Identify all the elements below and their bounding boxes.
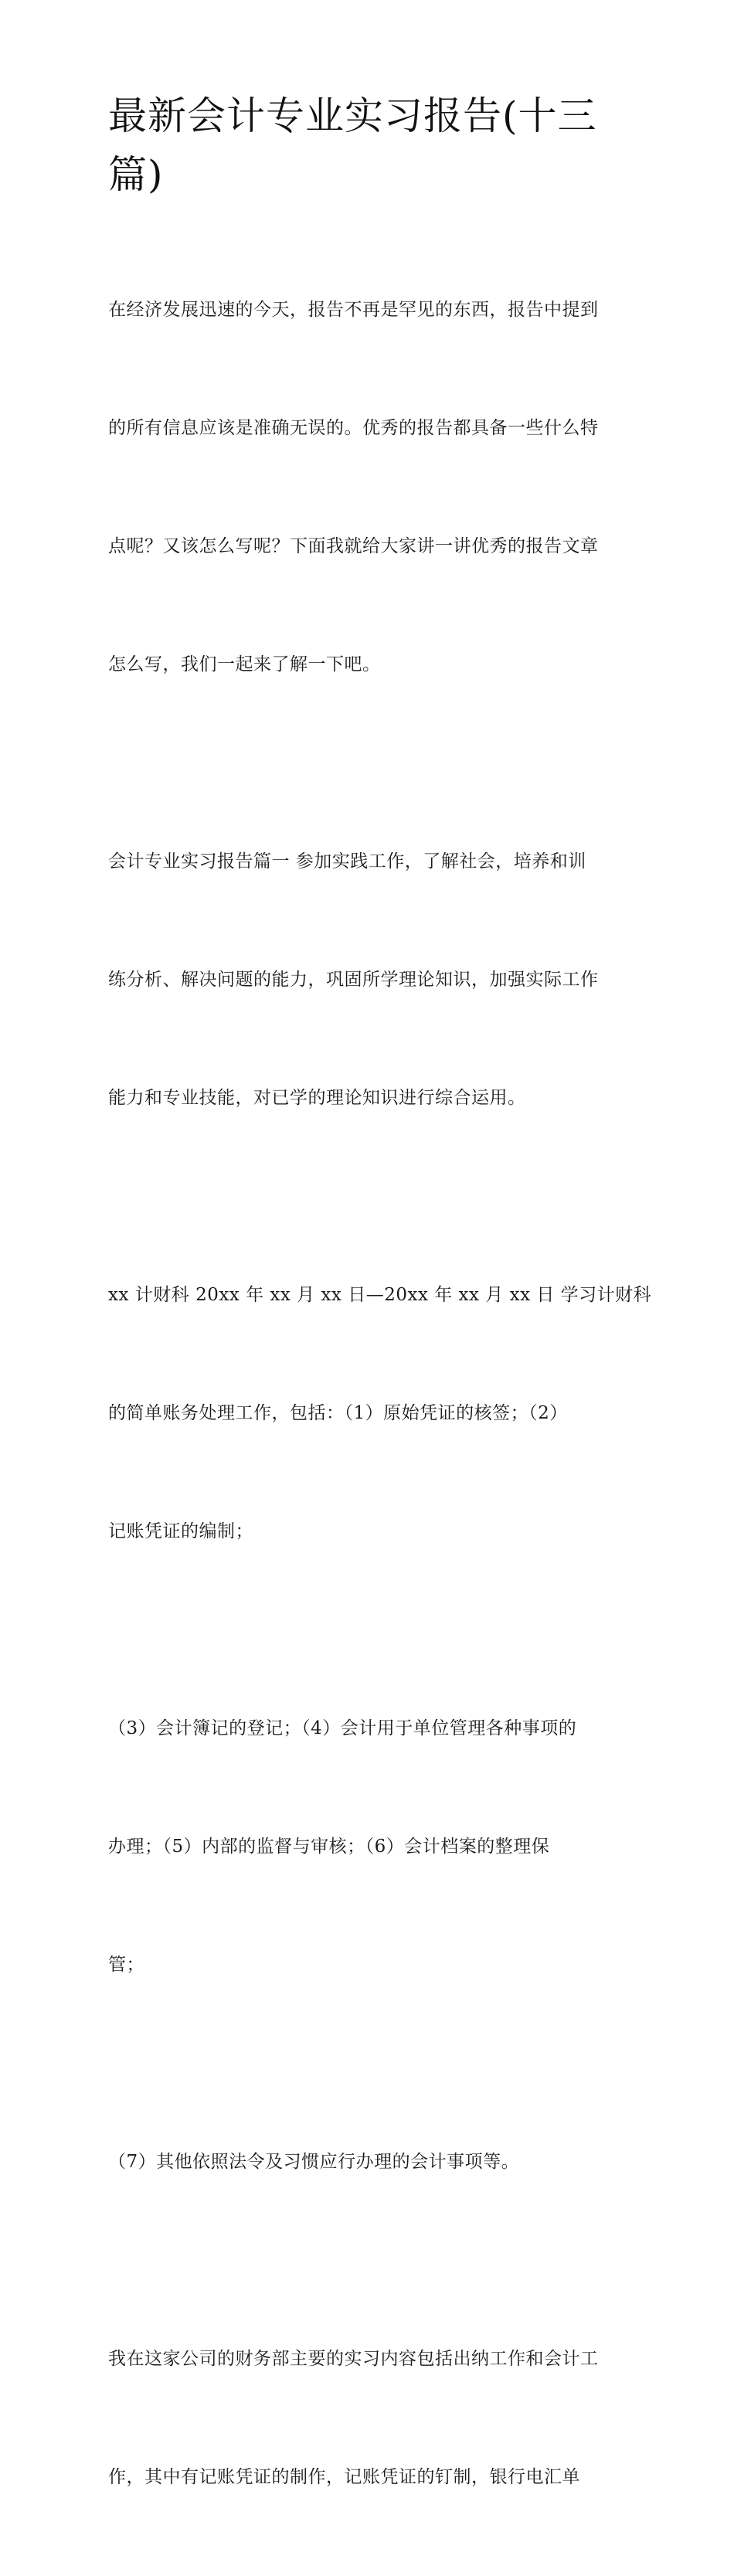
text-line: 我在这家公司的财务部主要的实习内容包括出纳工作和会计工 — [108, 2349, 599, 2369]
text-line: （7）其他依照法令及习惯应行办理的会计事项等。 — [108, 2152, 520, 2172]
other-duties-paragraph — [108, 2064, 634, 2261]
text-line: 能力和专业技能，对已学的理论知识进行综合运用。 — [108, 1088, 526, 1108]
dates-paragraph — [108, 1197, 652, 1630]
text-line: 的简单账务处理工作，包括：（1）原始凭证的核签；（2） — [108, 1403, 568, 1423]
text-line: 练分析、解决问题的能力，巩固所学理论知识，加强实际工作 — [108, 970, 599, 990]
text-line: 作，其中有记账凭证的制作，记账凭证的钉制，银行电汇单 — [108, 2467, 580, 2487]
title-line: 最新会计专业实习报告(十三 — [108, 93, 597, 138]
intro-paragraph — [108, 212, 634, 763]
text-line: 会计专业实习报告篇一 参加实践工作，了解社会，培养和训 — [108, 851, 586, 872]
text-line: 的所有信息应该是准确无误的。优秀的报告都具备一些什么特 — [108, 418, 599, 438]
text-line: 怎么写，我们一起来了解一下吧。 — [108, 654, 381, 675]
text-line: 记账凭证的编制； — [108, 1521, 253, 1541]
text-line: （3）会计簿记的登记；（4）会计用于单位管理各种事项的 — [108, 1718, 577, 1738]
section-one-paragraph — [108, 763, 634, 1197]
text-line: 管； — [108, 1955, 144, 1975]
text-line: 在经济发展迅速的今天，报告不再是罕见的东西，报告中提到 — [108, 300, 599, 320]
duties-paragraph — [108, 1630, 634, 2064]
text-line: 点呢？又该怎么写呢？下面我就给大家讲一讲优秀的报告文章 — [108, 536, 599, 556]
text-line: 办理；（5）内部的监督与审核；（6）会计档案的整理保 — [108, 1837, 550, 1857]
document-title — [108, 87, 634, 204]
title-line: 篇) — [108, 152, 164, 197]
document-body — [108, 212, 652, 2576]
work-content-paragraph — [108, 2261, 634, 2576]
text-line: xx 计财科 20xx 年 xx 月 xx 日—20xx 年 xx 月 xx 日 学习计财科 — [108, 1285, 652, 1305]
